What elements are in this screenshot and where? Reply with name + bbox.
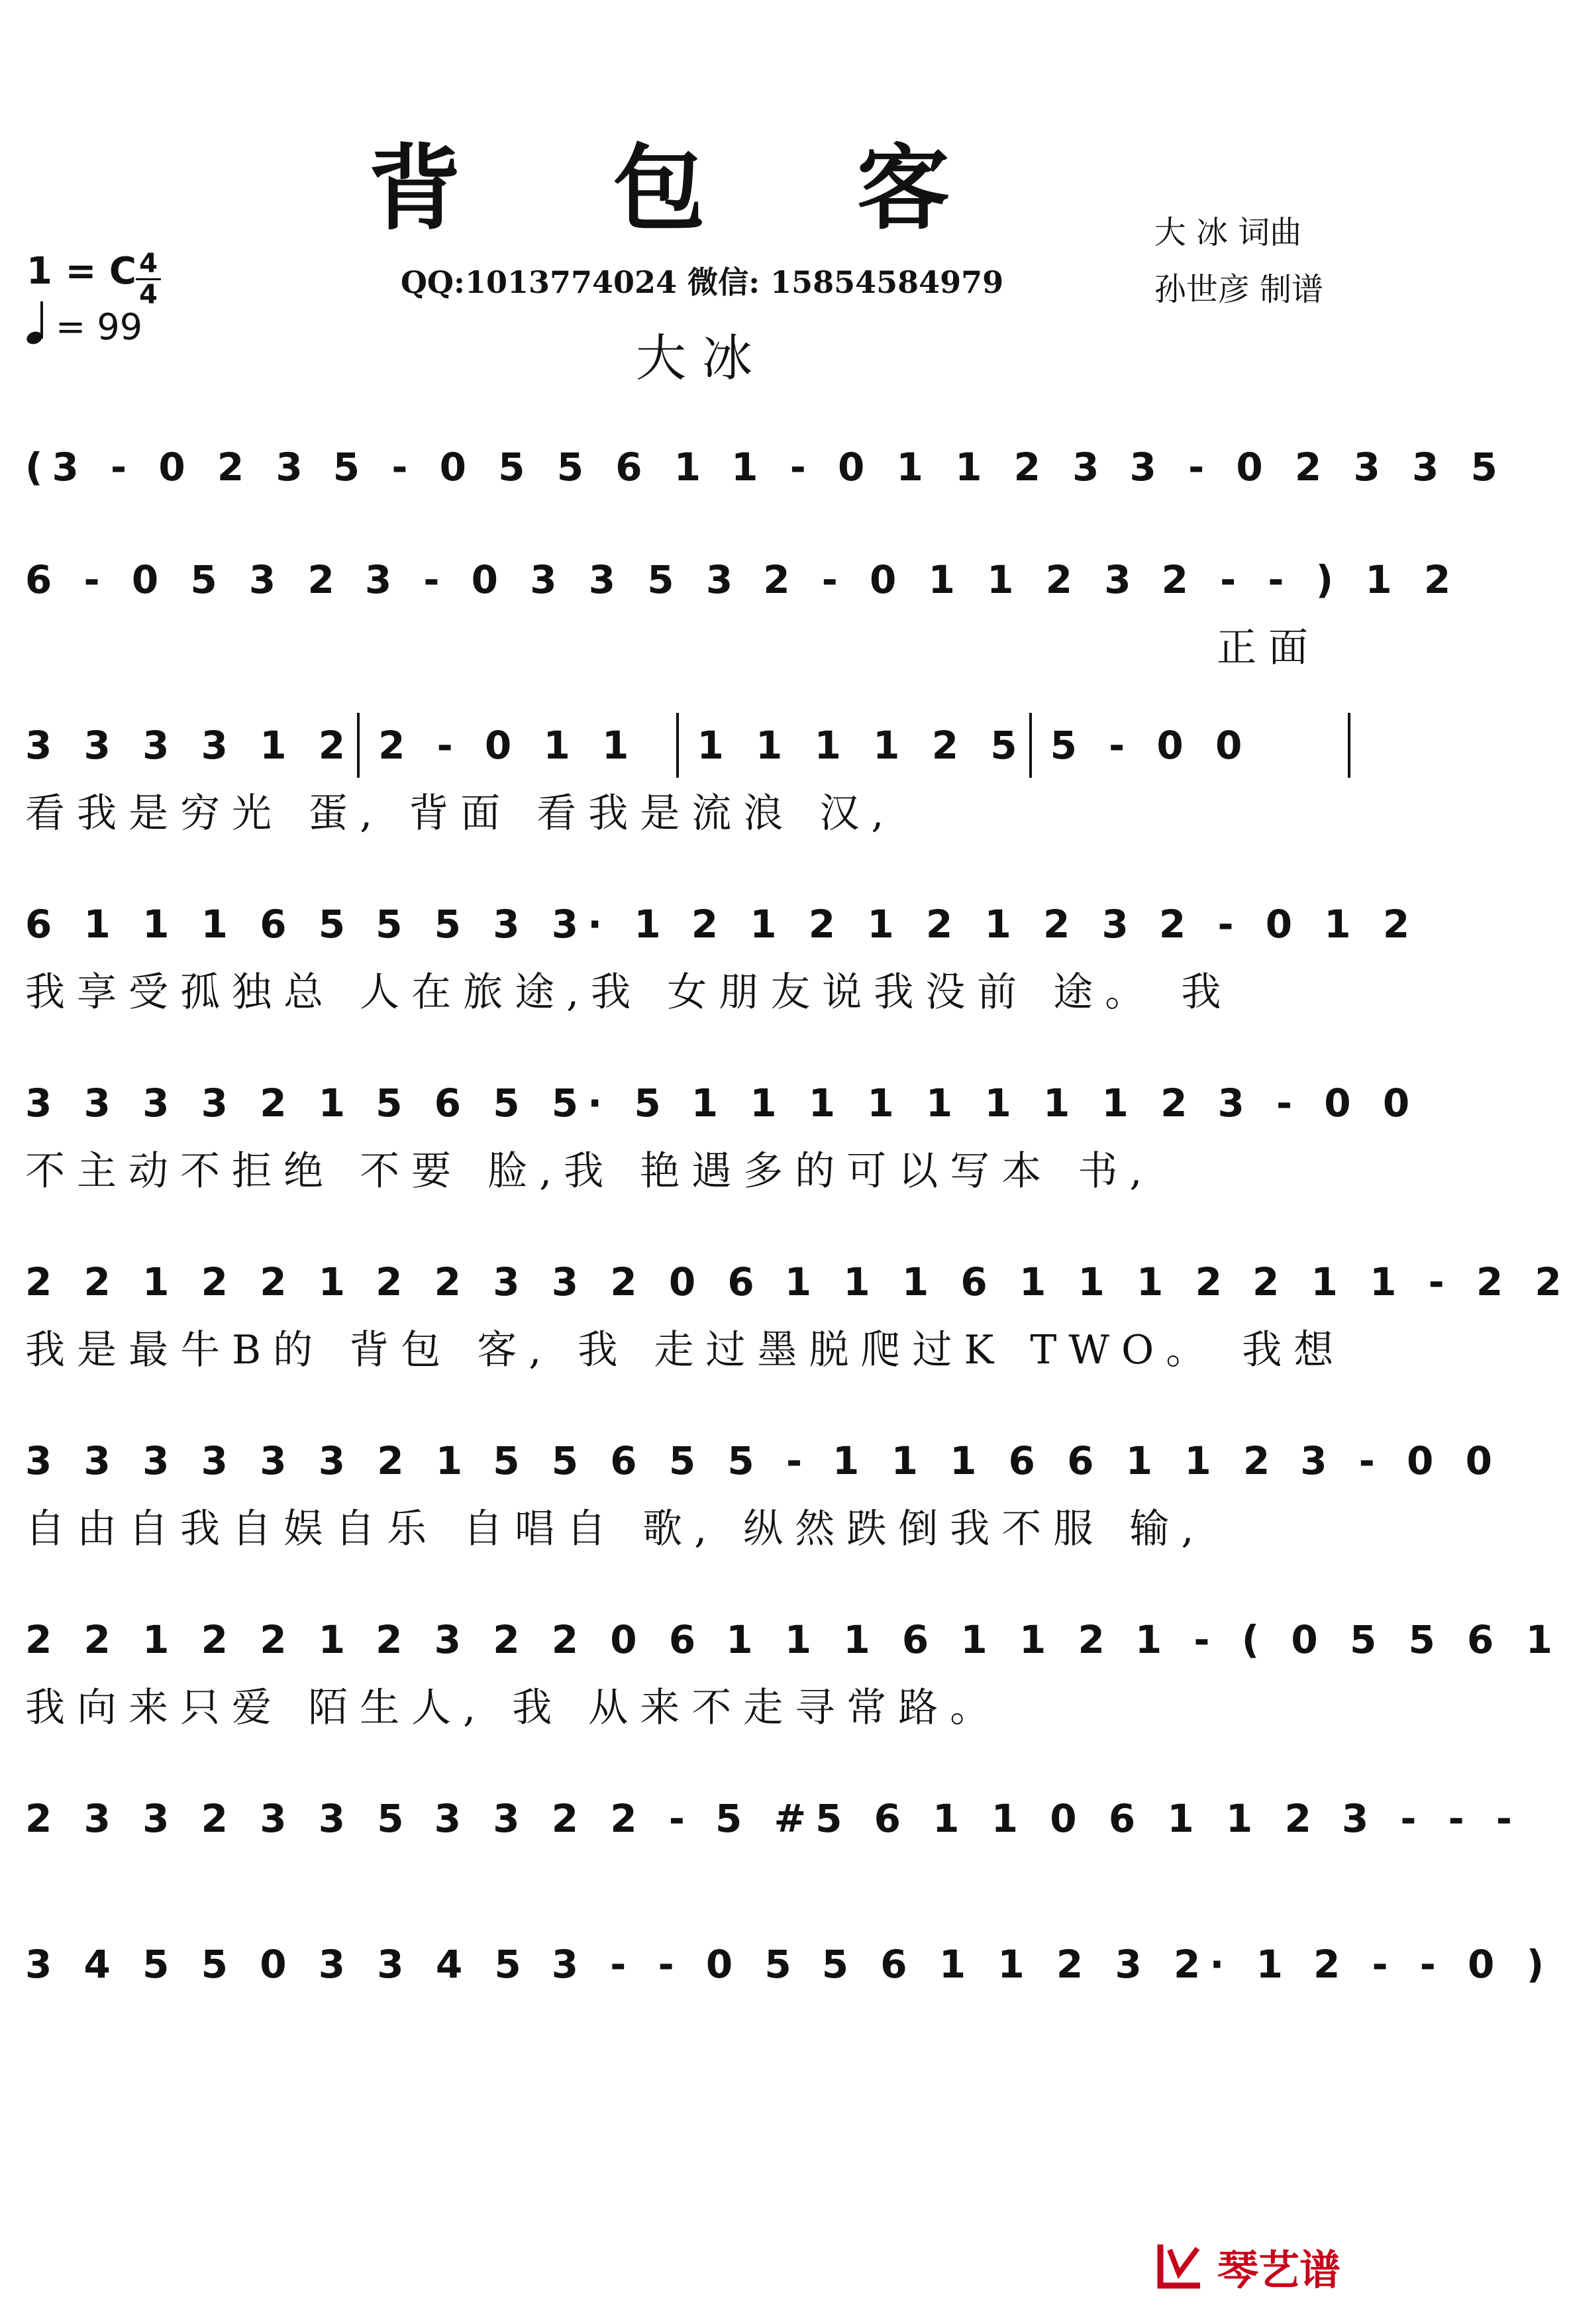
measure: 2 - 0 1 2 (1158, 902, 1419, 947)
lyrics-row: 正面 (1217, 625, 1320, 671)
staff-line (25, 1060, 1419, 1194)
staff-line (25, 1239, 1571, 1373)
lyrics-row: 自由自我自娱自乐 自唱自 歌, 纵然跌倒我不服 输, (25, 1506, 1206, 1552)
transcriber: 孙世彦 制谱 (1154, 271, 1323, 308)
score-title: 背 包 客 (368, 134, 1009, 243)
measure: 3 3 2 2 - (434, 1796, 694, 1841)
bar-line (357, 713, 360, 778)
staff-line (25, 1775, 1521, 1867)
measure: 3 - 0 0 (1300, 1438, 1501, 1483)
staff-line (25, 424, 1507, 515)
measure: 1 1 1 6 1 1 1 2 (784, 1259, 1231, 1304)
notation-row (25, 1775, 1521, 1862)
measure: 5 - 0 5 5 6 1 (332, 445, 711, 490)
measure: 2 3 2 2 0 6 (376, 1617, 705, 1662)
notation-row (25, 1239, 1571, 1325)
notation-row (25, 1060, 1419, 1146)
measure: 1 1 1 1 1 1 1 1 2 (691, 1081, 1197, 1126)
measure: 2 3 3 2 3 3 5 (25, 1796, 413, 1841)
measure: 2 - - 0 ) (1313, 1942, 1554, 1987)
measure: 1 1 1 6 1 1 2 (726, 1617, 1114, 1662)
measure: 5 6 1 1 2 3 2· 1 (821, 1942, 1292, 1987)
lyrics-row: 我享受孤独总 人在旅途,我 女朋友说我没前 途。 我 (25, 969, 1233, 1016)
measure: 2 2 1 2 2 1 (25, 1617, 355, 1662)
measure: 2 - 0 1 1 (378, 723, 638, 768)
measure: 5 5 6 5 5 - (493, 1438, 812, 1483)
notation-row (25, 881, 1419, 967)
measure: 3 - - 0 5 (551, 1942, 801, 1987)
notation-row (25, 1597, 1562, 1683)
measure: 6 - 0 5 3 2 (25, 557, 344, 602)
singer-name: 大冰 (636, 329, 768, 388)
measure: 3 4 5 5 0 3 3 4 5 (25, 1942, 531, 1987)
measure: 3 - 0 0 (1217, 1081, 1419, 1126)
measure: (3 - 0 2 3 (25, 445, 312, 490)
key-signature: 1 = C (26, 250, 136, 293)
watermark (1154, 2237, 1341, 2296)
measure: 5 #5 6 1 1 0 6 1 1 2 (715, 1796, 1321, 1841)
notation-row (25, 537, 1460, 623)
qinyipu-logo-icon (1154, 2239, 1209, 2295)
measure: 5 5 3 3· 1 (376, 902, 670, 947)
tempo-value: = 99 (56, 306, 143, 348)
notation-row (25, 1921, 1554, 2007)
staff-line (25, 537, 1460, 671)
bar-line (1348, 713, 1350, 778)
measure: 5 6 5 5· 5 (376, 1081, 670, 1126)
measure: 3 - 0 2 3 3 5 (1129, 445, 1507, 490)
watermark-text: 琴艺谱 (1217, 2246, 1341, 2294)
measure: 1 - 0 1 1 2 3 (731, 445, 1109, 490)
measure: 3 - - - (1341, 1796, 1521, 1841)
measure: 3 - 0 3 3 5 3 (364, 557, 742, 602)
measure: 3 3 3 3 2 1 (25, 1081, 355, 1126)
measure: 2 1 2 1 2 1 2 3 (691, 902, 1138, 947)
lyrics-row: 不主动不拒绝 不要 脸,我 艳遇多的可以写本 书, (25, 1148, 1154, 1194)
staff-line (25, 881, 1419, 1016)
measure: 2 - - ) 1 2 (1161, 557, 1460, 602)
staff-line (25, 702, 1353, 837)
measure: 6 1 1 1 6 5 (25, 902, 355, 947)
contact-info: QQ:1013774024 微信: 15854584979 (400, 264, 1004, 300)
staff-line (25, 1418, 1501, 1552)
time-signature-top: 4 (139, 248, 158, 279)
measure: 3 3 3 3 3 3 2 1 (25, 1438, 472, 1483)
measure: 5 - 0 0 (1050, 723, 1252, 768)
notation-row (25, 702, 1353, 788)
measure: 1 - ( 0 5 5 6 1 (1135, 1617, 1562, 1662)
lyrics-row: 我是最牛B的 背包 客, 我 走过墨脱爬过K TWO。 我想 (25, 1327, 1346, 1373)
staff-line (25, 1597, 1562, 1731)
measure: 2 - 0 1 1 2 3 (763, 557, 1140, 602)
measure: 1 1 1 1 2 5 (697, 723, 1027, 768)
bar-line (1029, 713, 1032, 778)
time-signature-bottom: 4 (139, 280, 158, 310)
staff-line (25, 1921, 1554, 2013)
measure: 1 1 1 6 6 1 1 2 (833, 1438, 1280, 1483)
notation-row (25, 424, 1507, 510)
notation-row (25, 1418, 1501, 1504)
lyrics-row: 我向来只爱 陌生人, 我 从来不走寻常路。 (25, 1685, 1002, 1731)
measure: 2 2 1 2 2 1 (25, 1259, 355, 1304)
measure: 2 1 1 - 2 2 (1252, 1259, 1571, 1304)
measure: 3 3 3 3 1 2 (25, 723, 355, 768)
measure: 2 2 3 3 2 0 6 (376, 1259, 764, 1304)
bar-line (676, 713, 679, 778)
lyrics-row: 看我是穷光 蛋, 背面 看我是流浪 汉, (25, 790, 896, 837)
lyricist-composer: 大 冰 词曲 (1154, 214, 1302, 251)
